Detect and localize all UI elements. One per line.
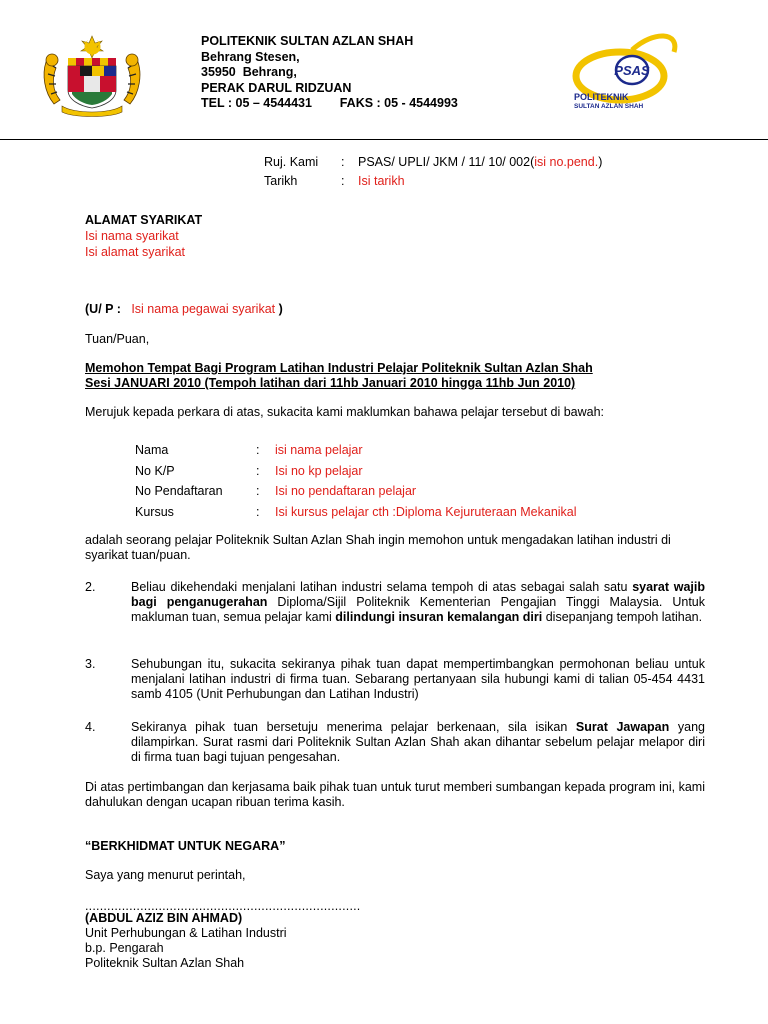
subject-line-1: Memohon Tempat Bagi Program Latihan Industri Pelajar Politeknik Sultan Azlan Shah xyxy=(85,361,593,375)
paragraph-1-line-2: syarikat tuan/puan. xyxy=(85,548,191,562)
attention-line xyxy=(85,302,283,316)
psas-logo-icon xyxy=(562,20,692,120)
bold-run: syarat wajib bagi penganugerahan xyxy=(131,580,705,609)
signer-block xyxy=(85,911,287,971)
logo-caption-2: SULTAN AZLAN SHAH xyxy=(574,103,644,110)
detail-label: Nama xyxy=(135,443,169,457)
paragraph-number: 4. xyxy=(85,720,96,734)
closing-paragraph: Di atas pertimbangan dan kerjasama baik pihak tuan untuk turut memberi sumbangan kepada program ini, kami dahulukan dengan ucapan ribuan terima kasih. xyxy=(85,780,705,809)
text-run: Diploma/Sijil Politeknik Kementerian Pengajian Tinggi Malaysia. Untuk makluman tuan, semua pelajar kami xyxy=(131,595,705,624)
detail-value: Isi kursus pelajar cth :Diploma Kejuruteraan Mekanikal xyxy=(275,504,577,519)
company-address xyxy=(85,212,202,260)
attention-close: ) xyxy=(278,302,283,316)
detail-colon: : xyxy=(256,484,260,498)
signer-unit: Unit Perhubungan & Latihan Industri xyxy=(85,926,287,940)
sign-off: Saya yang menurut perintah, xyxy=(85,868,246,882)
ref-row xyxy=(264,153,602,172)
address-street: Behrang Stesen, xyxy=(201,49,300,64)
detail-label: Kursus xyxy=(135,504,174,519)
detail-colon: : xyxy=(256,463,260,478)
date-row xyxy=(264,172,602,191)
signer-org: Politeknik Sultan Azlan Shah xyxy=(85,956,245,970)
paragraph-3-text: Sehubungan itu, sukacita sekiranya pihak tuan dapat mempertimbangkan permohonan beliau untuk menjalani latihan industri di firma tuan. Sebarang pertanyaan sila hubungi kami di talian 05-454 4431 samb 4105 (Unit Perhubungan dan Latihan Industri) xyxy=(131,657,705,701)
detail-value: Isi no pendaftaran pelajar xyxy=(275,484,417,498)
paragraph-1-line-1: adalah seorang pelajar Politeknik Sultan Azlan Shah ingin memohon untuk mengadakan latihan industri di xyxy=(85,533,671,547)
paragraph-number: 2. xyxy=(85,580,96,594)
salutation: Tuan/Puan, xyxy=(85,332,150,346)
paragraph-2 xyxy=(85,580,705,625)
detail-colon: : xyxy=(256,504,260,519)
address-heading: ALAMAT SYARIKAT xyxy=(85,213,203,227)
letterhead xyxy=(201,34,458,112)
detail-row xyxy=(135,481,577,502)
text-run: disepanjang tempoh latihan. xyxy=(542,610,703,624)
text-run: Sekiranya pihak tuan bersetuju menerima pelajar berkenaan, sila isikan xyxy=(131,720,576,734)
bold-run: Surat Jawapan xyxy=(575,720,670,734)
detail-value: Isi no kp pelajar xyxy=(275,463,363,478)
paragraph-4 xyxy=(85,720,705,765)
attention-label: (U/ P : xyxy=(85,302,121,316)
detail-colon: : xyxy=(256,443,260,457)
bold-run: dilindungi insuran kemalangan diri xyxy=(335,610,543,624)
logo-text: PSAS xyxy=(614,63,650,78)
contact-line: TEL : 05 – 4544431 FAKS : 05 - 4544993 xyxy=(201,96,458,111)
signer-bp: b.p. Pengarah xyxy=(85,941,164,955)
address-state: PERAK DARUL RIDZUAN xyxy=(201,80,352,95)
subject xyxy=(85,361,593,391)
ruj-value xyxy=(358,153,602,172)
tarikh-label: Tarikh xyxy=(264,174,298,188)
detail-label: No Pendaftaran xyxy=(135,484,223,498)
detail-value: isi nama pelajar xyxy=(275,443,363,457)
tarikh-placeholder: Isi tarikh xyxy=(358,174,405,188)
coat-of-arms-icon xyxy=(38,34,146,120)
detail-row xyxy=(135,502,577,523)
ruj-colon: : xyxy=(341,155,345,169)
student-details xyxy=(135,440,577,522)
text-run: yang dilampirkan. Surat rasmi dari Politeknik Sultan Azlan Shah akan dihantar sebelum pelajar melapor diri di firma tuan bagi tujuan pengesahan. xyxy=(131,720,705,764)
signature-line: ........................................................................... xyxy=(85,899,361,913)
institution-name: POLITEKNIK SULTAN AZLAN SHAH xyxy=(201,34,414,48)
reference-block xyxy=(264,153,602,191)
ruj-number: PSAS/ UPLI/ JKM / 11/ 10/ 002( xyxy=(358,155,535,169)
detail-row xyxy=(135,440,577,461)
logo-caption-1: POLITEKNIK xyxy=(574,92,629,102)
motto: “BERKHIDMAT UNTUK NEGARA” xyxy=(85,839,286,853)
tarikh-colon: : xyxy=(341,174,345,188)
intro-text: Merujuk kepada perkara di atas, sukacita kami maklumkan bahawa pelajar tersebut di bawah: xyxy=(85,405,605,419)
detail-label: No K/P xyxy=(135,463,175,478)
paragraph-number: 3. xyxy=(85,657,96,671)
ruj-close: ) xyxy=(598,155,603,169)
header-divider xyxy=(0,139,768,140)
paragraph-3 xyxy=(85,657,705,702)
subject-line-2: Sesi JANUARI 2010 (Tempoh latihan dari 11hb Januari 2010 hingga 11hb Jun 2010) xyxy=(85,376,576,390)
paragraph-2-text xyxy=(131,580,705,625)
signer-name: (ABDUL AZIZ BIN AHMAD) xyxy=(85,911,243,925)
ruj-label: Ruj. Kami xyxy=(264,155,319,169)
ruj-placeholder: isi no.pend. xyxy=(534,155,599,169)
company-address-placeholder: Isi alamat syarikat xyxy=(85,245,186,259)
address-postcode: 35950 Behrang, xyxy=(201,65,297,80)
detail-row xyxy=(135,461,577,482)
paragraph-4-text xyxy=(131,720,705,765)
company-name-placeholder: Isi nama syarikat xyxy=(85,229,179,243)
text-run: Beliau dikehendaki menjalani latihan industri selama tempoh di atas sebagai salah satu xyxy=(131,580,633,594)
paragraph-1 xyxy=(85,533,705,563)
attention-placeholder: Isi nama pegawai syarikat xyxy=(131,302,276,316)
